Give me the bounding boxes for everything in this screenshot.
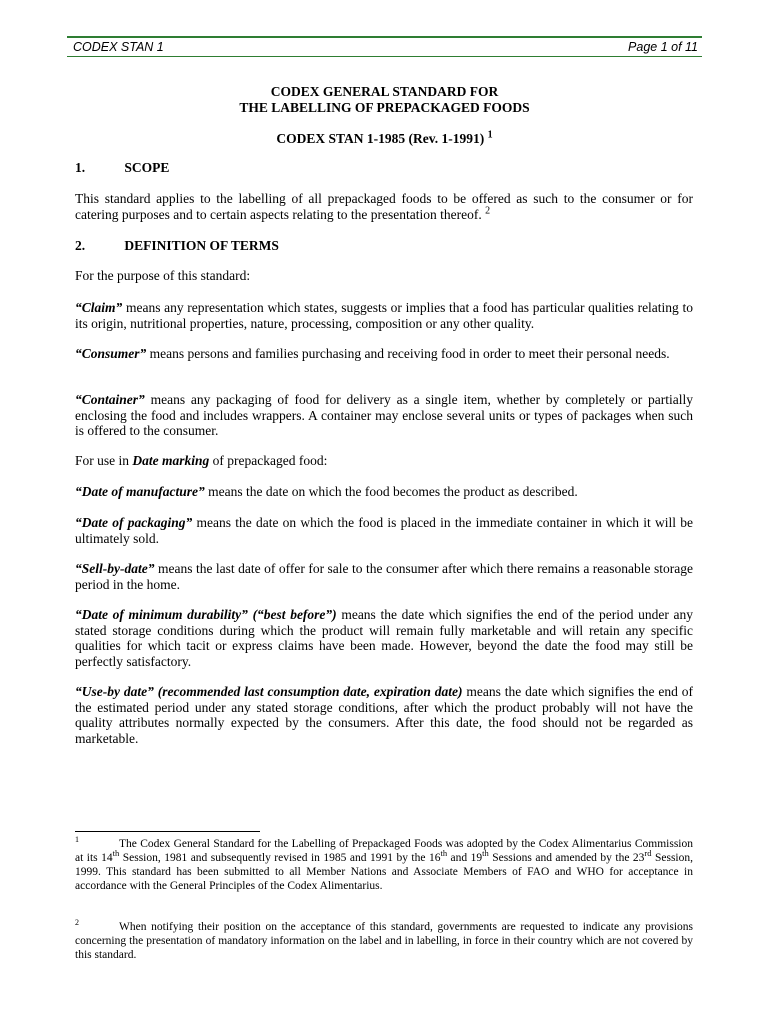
ordinal-suffix: th [482, 848, 489, 859]
term: “Date of minimum durability” (“best before”) [75, 607, 337, 622]
section-number: 1. [75, 160, 86, 175]
term: “Consumer” [75, 346, 147, 361]
section-title: SCOPE [124, 160, 170, 175]
definition-date-of-packaging [75, 515, 693, 546]
header-page-number: Page 1 of 11 [628, 40, 698, 54]
definition-minimum-durability [75, 607, 693, 669]
term: “Container” [75, 392, 145, 407]
section-title: DEFINITION OF TERMS [124, 238, 279, 253]
footnote-mark: 2 [75, 918, 79, 928]
footnote-text: Session, 1999. This standard has been submitted to all Member Nations and Associate Members of FAO and WHO for acceptance in accordance with the General Principles of the Codex Alimentarius. [75, 852, 693, 892]
document-title-line2: THE LABELLING OF PREPACKAGED FOODS [239, 100, 530, 115]
ordinal-suffix: th [440, 848, 448, 859]
term: “Date of packaging” [75, 515, 193, 530]
document-title-line1: CODEX GENERAL STANDARD FOR [270, 84, 499, 99]
footnote-text: Session, 1981 and subsequently revised in 1985 and 1991 by the 16 [119, 852, 441, 864]
section-heading-scope [75, 160, 169, 176]
definition-text: means persons and families purchasing and receiving food in order to meet their personal needs. [146, 346, 670, 361]
footnote-mark: 1 [75, 835, 79, 845]
page-header [67, 36, 702, 57]
footnote-text: The Codex General Standard for the Labelling of Prepackaged Foods was adopted by the Codex Alimentarius Commission at its 14 [75, 838, 693, 864]
definition-container [75, 392, 693, 439]
intro-prefix: For use in [75, 453, 133, 468]
header-doc-id: CODEX STAN 1 [73, 40, 164, 54]
intro-suffix: of prepackaged food: [209, 453, 328, 468]
scope-paragraph [75, 191, 693, 222]
definition-text: means any packaging of food for delivery as a single item, whether by completely or partially enclosing the food and includes wrappers. A container may enclose several units or types of packages when such is offered to the consumer. [75, 392, 693, 438]
definition-text: means the date on which the food becomes the product as described. [204, 484, 578, 499]
term: Date marking [132, 453, 210, 468]
definition-date-of-manufacture [75, 484, 693, 500]
purpose-paragraph: For the purpose of this standard: [75, 268, 251, 283]
date-marking-intro [75, 453, 693, 469]
definition-text: means the date on which the food is placed in the immediate container in which it will be ultimately sold. [75, 515, 693, 546]
footnote-text: and 19 [447, 852, 483, 864]
term: “Date of manufacture” [75, 484, 205, 499]
term: “Claim” [75, 300, 123, 315]
term: “Sell-by-date” [75, 561, 155, 576]
definition-consumer [75, 346, 693, 362]
footnote-1 [75, 837, 693, 893]
document-code-text: CODEX STAN 1-1985 (Rev. 1-1991) [276, 131, 485, 146]
section-heading-definitions [75, 238, 279, 254]
scope-text: This standard applies to the labelling of all prepackaged foods to be offered as such to the consumer or for catering purposes and to certain aspects relating to the presentation thereof. [75, 191, 693, 222]
definition-text: means the last date of offer for sale to the consumer after which there remains a reasonable storage period in the home. [75, 561, 693, 592]
definition-text: means any representation which states, suggests or implies that a food has particular qualities relating to its origin, nutritional properties, nature, processing, composition or any other quality. [75, 300, 693, 331]
term: “Use-by date” (recommended last consumption date, expiration date) [75, 684, 463, 699]
footnote-text: When notifying their position on the acceptance of this standard, governments are requested to indicate any provisions concerning the presentation of mandatory information on the label and in labelling, in force in their country which are not covered by this standard. [75, 921, 693, 961]
footnote-2 [75, 920, 693, 962]
definition-use-by-date [75, 684, 693, 746]
document-code-footnote-ref: 1 [487, 129, 493, 141]
definition-sell-by-date [75, 561, 693, 592]
definition-text: means the date which signifies the end of the period under any stated storage conditions during which the product will remain fully marketable and will retain any specific qualities for which tacit or express claims have been made. However, beyond the date the food may still be perfectly satisfactory. [75, 607, 693, 669]
ordinal-suffix: rd [644, 848, 652, 859]
footnote-text: Sessions and amended by the 23 [488, 852, 645, 864]
ordinal-suffix: th [112, 848, 120, 859]
definition-claim [75, 300, 693, 331]
section-number: 2. [75, 238, 86, 253]
definition-text: means the date which signifies the end of the estimated period under any stated storage conditions, after which the product probably will not have the quality attributes normally expected by the consumers. After this date, the food should not be regarded as marketable. [75, 684, 694, 746]
document-code [67, 131, 702, 147]
footnote-separator [75, 831, 260, 832]
scope-footnote-ref: 2 [485, 205, 491, 216]
